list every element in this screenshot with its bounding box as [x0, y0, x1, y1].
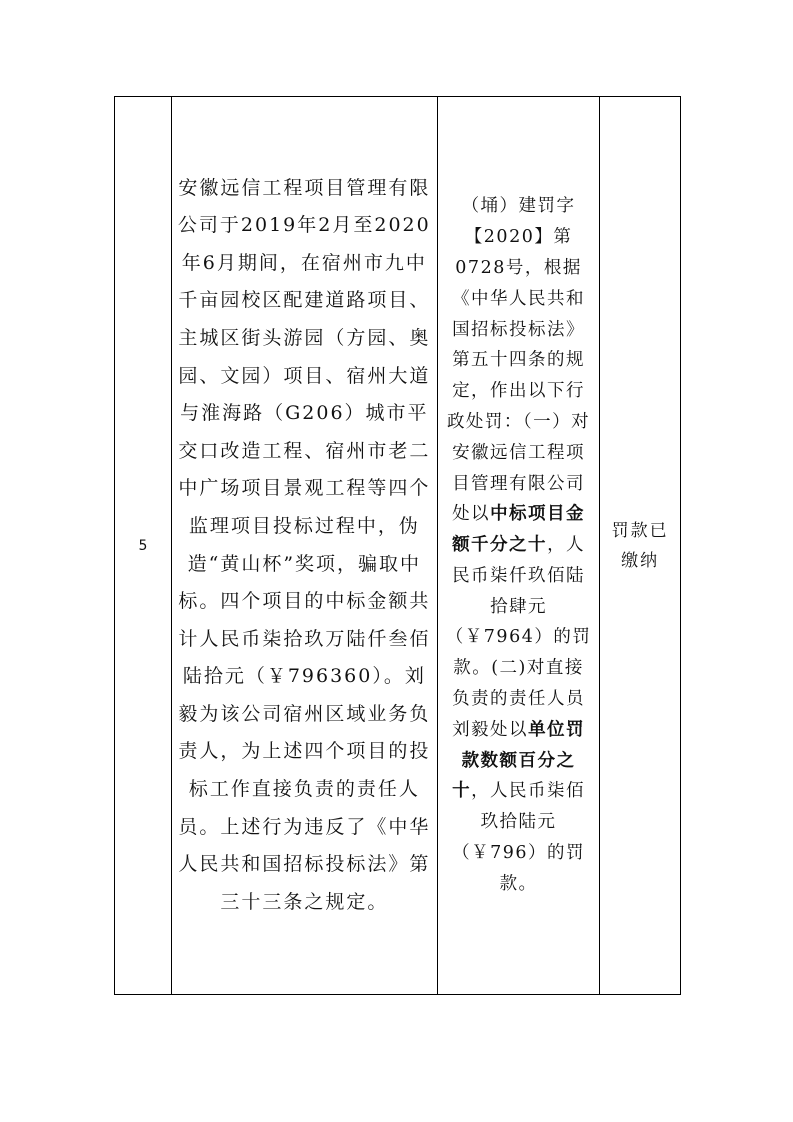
penalty-decision — [438, 191, 599, 899]
decision-cell — [438, 97, 600, 994]
decision-bold-rate-2: 单位罚款数额百分之十 — [452, 719, 586, 802]
facts-cell — [172, 97, 438, 994]
index-cell — [115, 97, 172, 994]
decision-text-part2: ，人民币柒仟玖佰陆拾肆元（￥7964）的罚款。(二)对直接负责的责任人员刘毅处以 — [445, 535, 592, 740]
penalty-record-table — [114, 96, 681, 995]
row-index: 5 — [138, 537, 148, 554]
payment-status: 罚款已缴纳 — [611, 520, 669, 571]
decision-bold-rate-1: 中标项目金额千分之十 — [452, 504, 586, 556]
decision-text-part1: （埇）建罚字【2020】第0728号，根据《中华人民共和国招标投标法》第五十四条的规定，作出以下行政处罚：（一）对安徽远信工程项目管理有限公司处以 — [446, 196, 591, 525]
violation-facts: 安徽远信工程项目管理有限公司于2019年2月至2020年6月期间，在宿州市九中千亩园校区配建道路项目、主城区街头游园（方园、奥园、文园）项目、宿州大道与淮海路（G206）城市平交口改造工程、宿州市老二中广场项目景观工程等四个监理项目投标过程中，伪造“黄山杯”奖项，骗取中标。四个项目的中标金额共计人民币柒拾玖万陆仟叁佰陆拾元（￥796360）。刘毅为该公司宿州区域业务负责人，为上述四个项目的投标工作直接负责的责任人员。上述行为违反了《中华人民共和国招标投标法》第三十三条之规定。 — [177, 176, 431, 913]
status-cell — [600, 97, 680, 994]
decision-text-part3: ，人民币柒佰玖拾陆元（￥796）的罚款。 — [452, 781, 586, 894]
